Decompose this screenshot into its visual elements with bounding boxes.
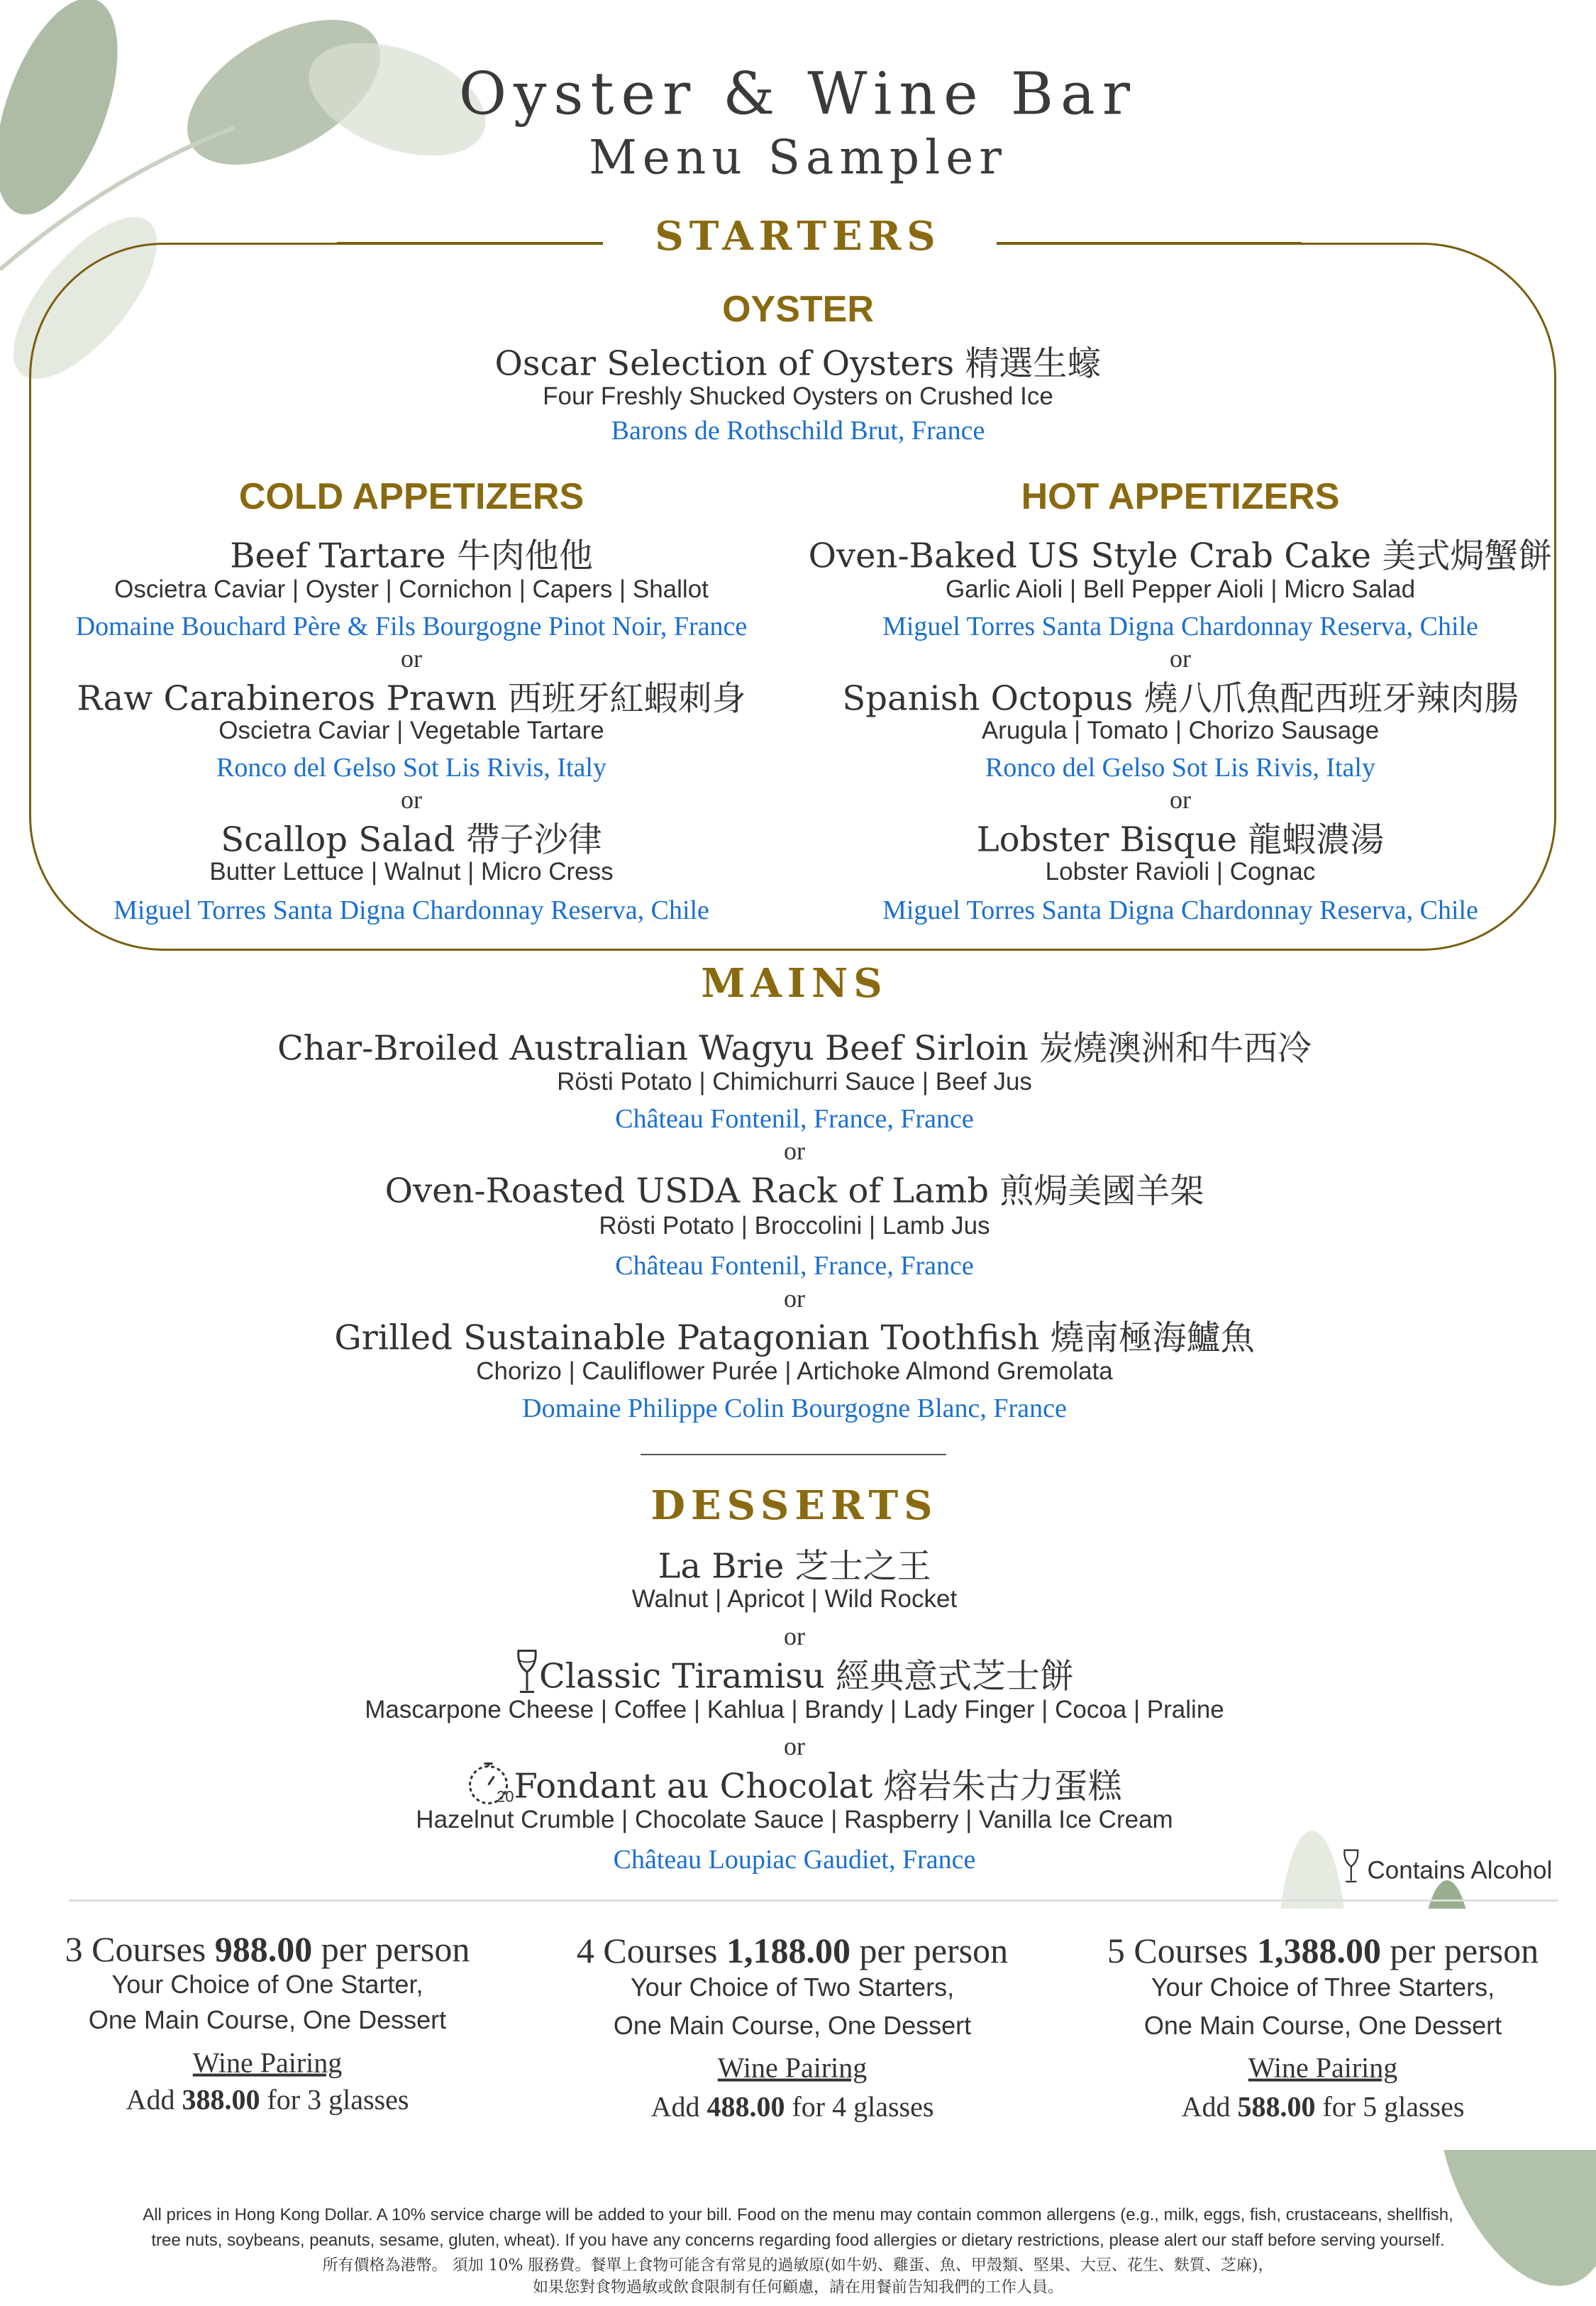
dish-description: Rösti Potato | Chimichurri Sauce | Beef Jus <box>557 1068 1032 1096</box>
dish-name: Beef Tartare 牛肉他他 <box>230 536 593 576</box>
pricing-divider <box>69 1899 1558 1902</box>
or-separator: or <box>401 785 422 814</box>
alcohol-legend <box>1342 1849 1552 1885</box>
timer-icon <box>467 1760 514 1806</box>
wine-pairing: Miguel Torres Santa Digna Chardonnay Reserva, Chile <box>882 895 1478 925</box>
hot-appetizers-heading: HOT APPETIZERS <box>1021 476 1340 517</box>
mains-heading: MAINS <box>701 960 888 1007</box>
dish-name-with-icon <box>467 1759 1122 1808</box>
or-separator: or <box>784 1622 805 1650</box>
price-3-courses: 3 Courses 988.00 per person <box>65 1929 470 1969</box>
pairing-price: Add 388.00 for 3 glasses <box>126 2083 409 2116</box>
pairing-price: Add 588.00 for 5 glasses <box>1181 2090 1465 2123</box>
menu-subtitle: Menu Sampler <box>589 130 1007 185</box>
wine-glass-icon <box>515 1650 539 1695</box>
starters-rule-left <box>337 242 603 244</box>
dish-description: Chorizo | Cauliflower Purée | Artichoke Almond Gremolata <box>476 1357 1113 1385</box>
legend-label: Contains Alcohol <box>1367 1856 1553 1885</box>
or-separator: or <box>784 1732 805 1760</box>
wine-pairing-link[interactable]: Wine Pairing <box>717 2051 868 2084</box>
dish-name: Fondant au Chocolat 熔岩朱古力蛋糕 <box>514 1766 1122 1806</box>
dish-name-with-icon <box>515 1649 1074 1698</box>
timer-value: 20 <box>497 1787 514 1806</box>
wine-pairing: Domaine Philippe Colin Bourgogne Blanc, France <box>522 1394 1067 1423</box>
wine-pairing: Miguel Torres Santa Digna Chardonnay Reserva, Chile <box>882 612 1478 641</box>
dish-name: Grilled Sustainable Patagonian Toothfish 燒南極海鱸魚 <box>334 1318 1255 1358</box>
wine-pairing: Château Fontenil, France, France <box>615 1251 974 1281</box>
cold-appetizers-heading: COLD APPETIZERS <box>238 476 584 517</box>
dish-name: Scallop Salad 帶子沙律 <box>221 820 602 860</box>
price-4-courses: 4 Courses 1,188.00 per person <box>576 1931 1009 1970</box>
dish-name: Lobster Bisque 龍蝦濃湯 <box>976 820 1385 860</box>
dish-description: Walnut | Apricot | Wild Rocket <box>631 1585 958 1613</box>
dish-description: Four Freshly Shucked Oysters on Crushed Ice <box>543 382 1053 410</box>
price-desc: One Main Course, One Dessert <box>88 2005 447 2034</box>
dish-name: La Brie 芝士之王 <box>658 1546 931 1587</box>
wine-pairing-link[interactable]: Wine Pairing <box>192 2046 343 2079</box>
starters-heading: STARTERS <box>655 213 941 260</box>
price-desc: Your Choice of Two Starters, <box>630 1973 955 2002</box>
dish-description: Oscietra Caviar | Vegetable Tartare <box>218 717 604 744</box>
price-5-courses: 5 Courses 1,388.00 per person <box>1107 1931 1539 1970</box>
starters-rule-right <box>997 242 1302 244</box>
dish-description: Arugula | Tomato | Chorizo Sausage <box>981 717 1380 744</box>
or-separator: or <box>1170 785 1191 814</box>
wine-pairing: Château Fontenil, France, France <box>615 1104 974 1134</box>
divider <box>641 1454 946 1455</box>
dish-name: Classic Tiramisu 經典意式芝士餅 <box>538 1656 1075 1697</box>
price-desc: One Main Course, One Dessert <box>613 2011 972 2040</box>
dish-description: Butter Lettuce | Walnut | Micro Cress <box>209 858 614 886</box>
wine-pairing: Château Loupiac Gaudiet, France <box>613 1845 976 1875</box>
oyster-heading: OYSTER <box>722 289 874 330</box>
pairing-price: Add 488.00 for 4 glasses <box>650 2090 934 2123</box>
desserts-heading: DESSERTS <box>650 1482 938 1529</box>
or-separator: or <box>401 644 422 673</box>
or-separator: or <box>784 1137 805 1165</box>
dish-description: Rösti Potato | Broccolini | Lamb Jus <box>599 1212 990 1240</box>
dish-name: Char-Broiled Australian Wagyu Beef Sirloin 炭燒澳洲和牛西冷 <box>277 1028 1312 1069</box>
wine-pairing: Barons de Rothschild Brut, France <box>611 416 985 446</box>
price-desc: Your Choice of One Starter, <box>111 1970 423 1999</box>
price-desc: One Main Course, One Dessert <box>1143 2011 1502 2040</box>
dish-description: Oscietra Caviar | Oyster | Cornichon | Capers | Shallot <box>114 575 709 603</box>
footer-disclaimer-zh: 如果您對食物過敏或飲食限制有任何顧慮，請在用餐前告知我們的工作人員。 <box>532 2278 1064 2297</box>
dish-name: Raw Carabineros Prawn 西班牙紅蝦刺身 <box>77 678 746 719</box>
footer-disclaimer-en: tree nuts, soybeans, peanuts, sesame, gluten, wheat). If you have any concerns regarding food allergies or dietary restrictions, please alert our staff before serving yourself. <box>151 2231 1445 2250</box>
wine-pairing: Ronco del Gelso Sot Lis Rivis, Italy <box>216 753 606 783</box>
wine-glass-icon <box>1342 1849 1361 1885</box>
dish-description: Lobster Ravioli | Cognac <box>1045 858 1316 886</box>
or-separator: or <box>1170 644 1191 673</box>
dish-name: Oscar Selection of Oysters 精選生蠔 <box>494 343 1102 384</box>
dish-description: Garlic Aioli | Bell Pepper Aioli | Micro Salad <box>945 575 1416 603</box>
dish-name: Oven-Baked US Style Crab Cake 美式焗蟹餅 <box>808 536 1553 576</box>
footer-disclaimer-zh: 所有價格為港幣。 須加 10% 服務費。餐單上食物可能含有常見的過敏原(如牛奶、雞蛋、魚、甲殼類、堅果、大豆、花生、麩質、芝麻)， <box>322 2256 1274 2275</box>
wine-pairing: Ronco del Gelso Sot Lis Rivis, Italy <box>985 753 1375 783</box>
wine-pairing-link[interactable]: Wine Pairing <box>1248 2051 1398 2084</box>
dish-name: Oven-Roasted USDA Rack of Lamb 煎焗美國羊架 <box>384 1171 1204 1211</box>
wine-pairing: Miguel Torres Santa Digna Chardonnay Reserva, Chile <box>113 895 709 925</box>
dish-description: Hazelnut Crumble | Chocolate Sauce | Raspberry | Vanilla Ice Cream <box>416 1806 1173 1833</box>
dish-name: Spanish Octopus 燒八爪魚配西班牙辣肉腸 <box>842 678 1519 719</box>
footer-disclaimer-en: All prices in Hong Kong Dollar. A 10% service charge will be added to your bill. Food on the menu may contain common allergens (e.g., milk, eggs, fish, crustaceans, shellfish, <box>143 2205 1453 2224</box>
wine-pairing: Domaine Bouchard Père & Fils Bourgogne Pinot Noir, France <box>75 612 748 641</box>
dish-description: Mascarpone Cheese | Coffee | Kahlua | Brandy | Lady Finger | Cocoa | Praline <box>365 1696 1224 1723</box>
or-separator: or <box>784 1284 805 1313</box>
price-desc: Your Choice of Three Starters, <box>1151 1973 1495 2002</box>
restaurant-title: Oyster & Wine Bar <box>458 60 1138 128</box>
